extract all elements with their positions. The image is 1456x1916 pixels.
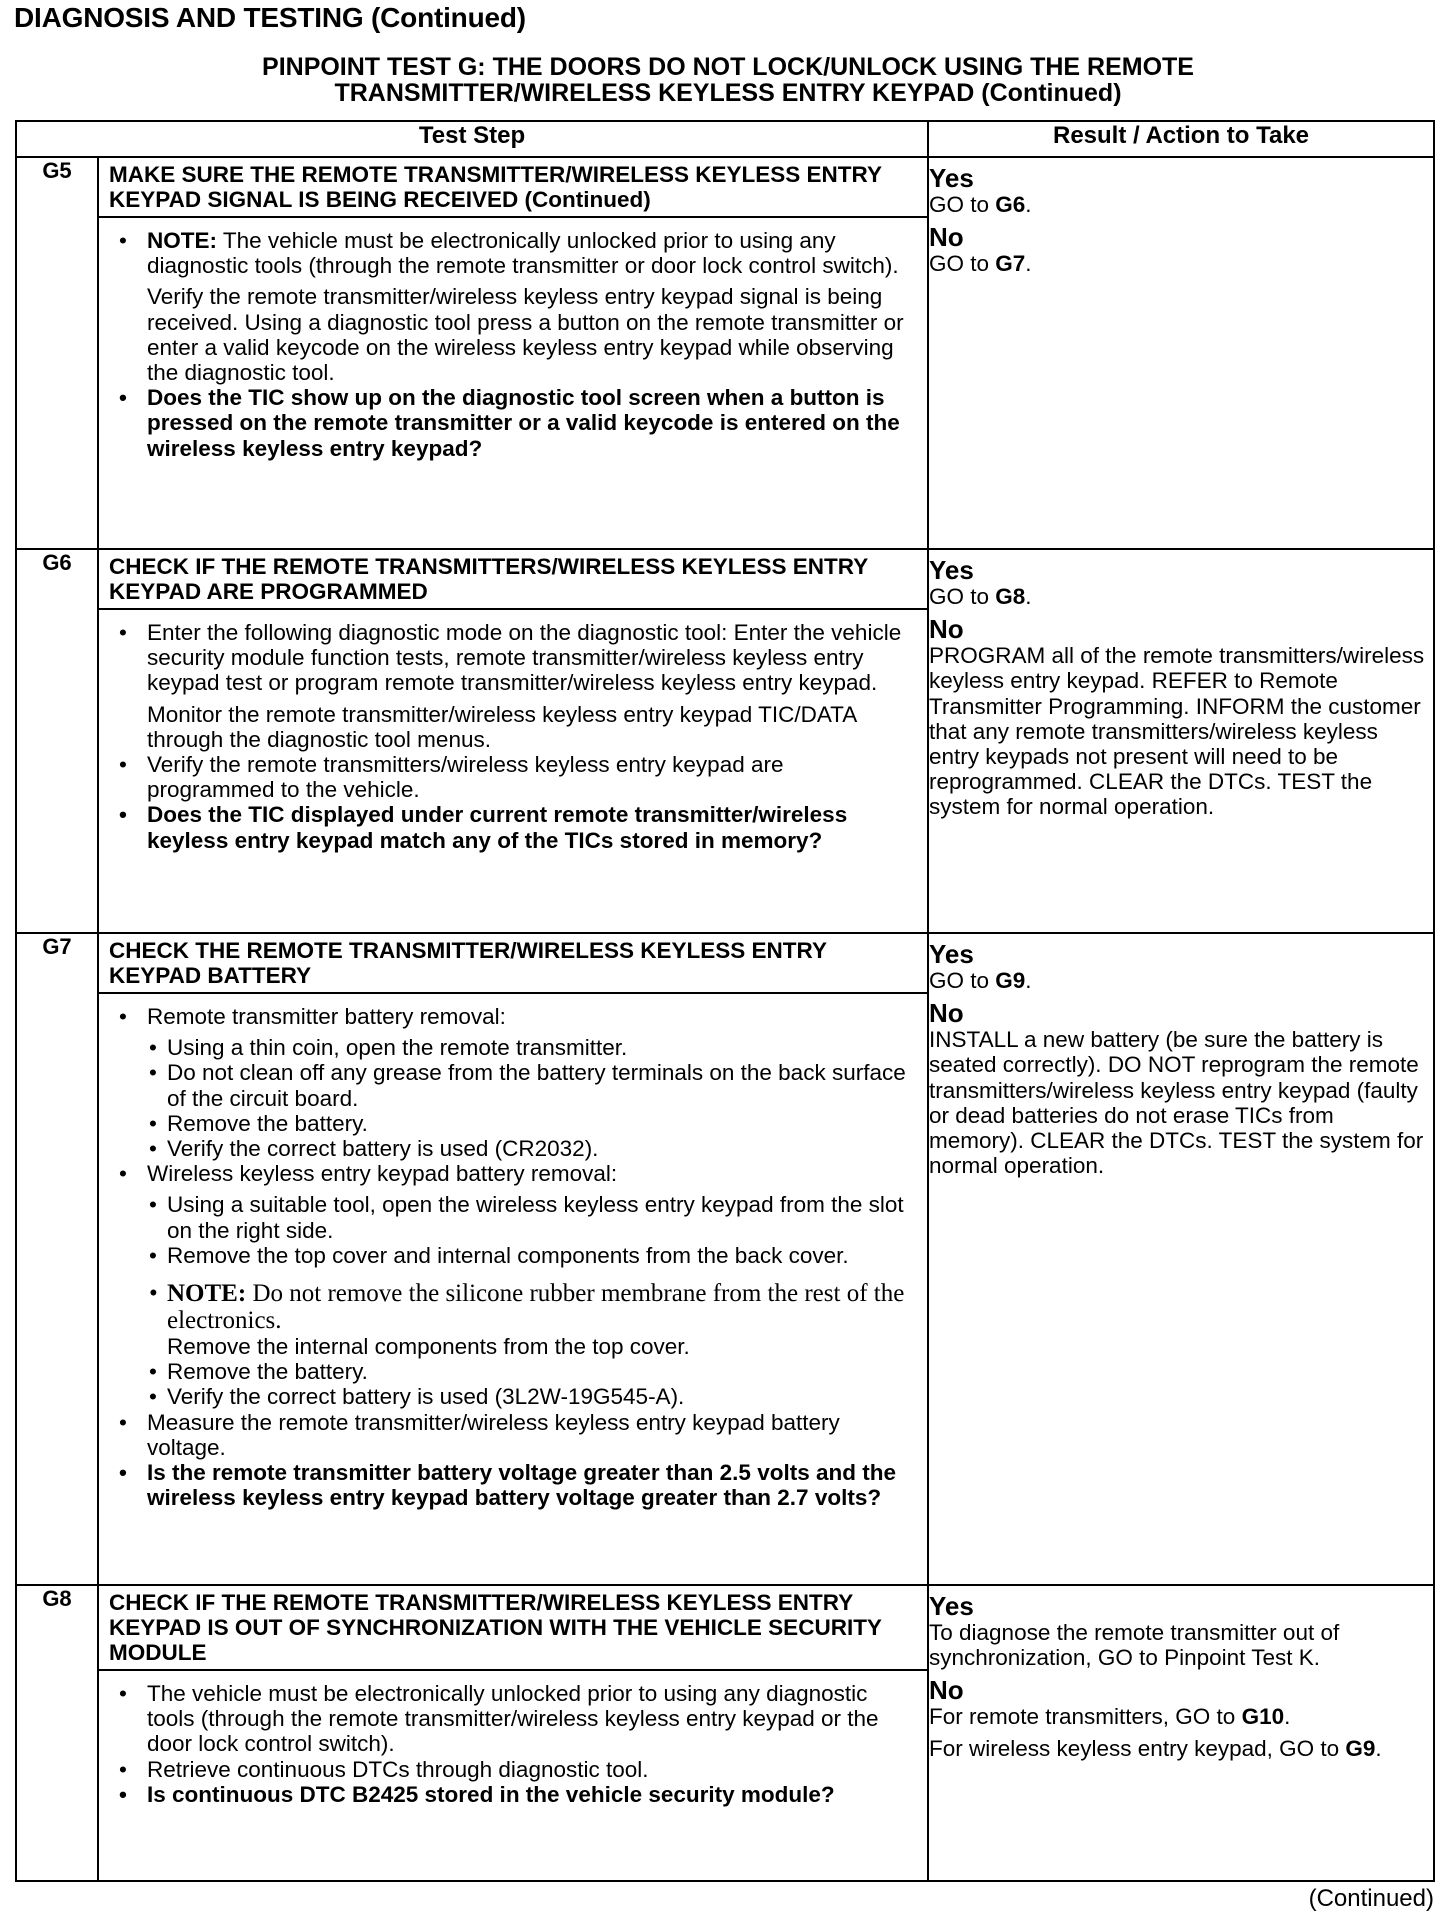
result-cell bbox=[928, 157, 1434, 549]
pinpoint-test-title bbox=[0, 54, 1456, 106]
step-question: • Does the TIC show up on the diagnostic tool screen when a button is pressed on the remote transmitter or a valid keycode is entered on the wireless keyless entry keypad? bbox=[109, 385, 917, 461]
sub-item: • Remove the battery. bbox=[109, 1111, 917, 1136]
note-item bbox=[109, 1280, 917, 1334]
result-cell bbox=[928, 1585, 1434, 1881]
note-item bbox=[109, 228, 917, 278]
step-heading: MAKE SURE THE REMOTE TRANSMITTER/WIRELESS KEYLESS ENTRY KEYPAD SIGNAL IS BEING RECEIVED (Continued) bbox=[99, 158, 927, 218]
yes-action: To diagnose the remote transmitter out of synchronization, GO to Pinpoint Test K. bbox=[929, 1620, 1340, 1671]
pinpoint-test-table bbox=[15, 120, 1435, 1882]
step-heading: CHECK IF THE REMOTE TRANSMITTER/WIRELESS KEYLESS ENTRY KEYPAD IS OUT OF SYNCHRONIZATION WITH THE VEHICLE SECURITY MODULE bbox=[99, 1586, 927, 1671]
continued-footer: (Continued) bbox=[1308, 1885, 1434, 1912]
step-row-g6 bbox=[16, 549, 1434, 933]
no-action: INSTALL a new battery (be sure the battery is seated correctly). DO NOT reprogram the remote transmitters/wireless keyless entry keypad (faulty or dead batteries do not erase TICs from memory). CLEAR the DTCs. TEST the system for normal operation. bbox=[929, 1027, 1424, 1179]
note-label: NOTE: bbox=[167, 1280, 247, 1308]
step-question: • Does the TIC displayed under current remote transmitter/wireless keyless entry keypad match any of the TICs stored in memory? bbox=[109, 802, 917, 852]
no-action-keypad: For wireless keyless entry keypad, GO to G9. bbox=[929, 1735, 1382, 1761]
step-text bbox=[99, 994, 927, 1514]
step-id: G7 bbox=[16, 933, 98, 1585]
yes-target-link[interactable]: G8 bbox=[995, 584, 1026, 609]
step-id: G5 bbox=[16, 157, 98, 549]
step-bullet: • Enter the following diagnostic mode on the diagnostic tool: Enter the vehicle security module function tests, remote transmitter/wireless keyless entry keypad test or program remote transmitter/wireless keyless entry keypad. bbox=[109, 620, 917, 696]
no-action: GO to G7. bbox=[929, 251, 1032, 277]
yes-label: Yes bbox=[929, 555, 974, 585]
step-bullet: • Remote transmitter battery removal: bbox=[109, 1004, 917, 1029]
step-row-g5 bbox=[16, 157, 1434, 549]
step-bullet: • Wireless keyless entry keypad battery removal: bbox=[109, 1161, 917, 1186]
no-label: No bbox=[929, 614, 964, 645]
sub-item: • Using a suitable tool, open the wireless keyless entry keypad from the slot on the right side. bbox=[109, 1192, 917, 1242]
yes-action: GO to G6. bbox=[929, 192, 1032, 217]
sub-item: • Verify the correct battery is used (CR2032). bbox=[109, 1136, 917, 1161]
step-paragraph: Verify the remote transmitter/wireless keyless entry keypad signal is being received. Using a diagnostic tool press a button on the remote transmitter or enter a valid keycode on the wireless keyless entry keypad while observing the diagnostic tool. bbox=[147, 284, 904, 386]
sub-item: • Verify the correct battery is used (3L2W-19G545-A). bbox=[109, 1384, 917, 1409]
test-title-line-2: TRANSMITTER/WIRELESS KEYLESS ENTRY KEYPAD (Continued) bbox=[334, 79, 1122, 107]
step-bullet: • Verify the remote transmitters/wireless keyless entry keypad are programmed to the vehicle. bbox=[109, 752, 917, 802]
step-body bbox=[98, 549, 928, 933]
sub-item: • Remove the battery. bbox=[109, 1359, 917, 1384]
step-body bbox=[98, 933, 928, 1585]
step-text bbox=[99, 218, 927, 465]
yes-label: Yes bbox=[929, 1591, 974, 1621]
table-header-row bbox=[16, 121, 1434, 157]
step-paragraph: Monitor the remote transmitter/wireless keyless entry keypad TIC/DATA through the diagnostic tool menus. bbox=[147, 701, 856, 752]
note-label: NOTE: bbox=[147, 228, 217, 253]
result-cell bbox=[928, 549, 1434, 933]
page-heading: DIAGNOSIS AND TESTING (Continued) bbox=[14, 2, 526, 33]
yes-action: GO to G8. bbox=[929, 584, 1032, 609]
step-row-g7 bbox=[16, 933, 1434, 1585]
yes-label: Yes bbox=[929, 163, 974, 193]
note-text: Do not remove the silicone rubber membrane from the rest of the electronics. bbox=[167, 1280, 905, 1335]
step-id: G6 bbox=[16, 549, 98, 933]
sub-item: • Using a thin coin, open the remote transmitter. bbox=[109, 1035, 917, 1060]
no-label: No bbox=[929, 998, 964, 1029]
no-action: PROGRAM all of the remote transmitters/wireless keyless entry keypad. REFER to Remote Transmitter Programming. INFORM the customer that any remote transmitters/wireless keyless entry keypads not present will need to be reprogrammed. CLEAR the DTCs. TEST the system for normal operation. bbox=[929, 643, 1425, 820]
test-title-line-1: PINPOINT TEST G: THE DOORS DO NOT LOCK/UNLOCK USING THE REMOTE bbox=[262, 53, 1194, 81]
step-text bbox=[99, 1671, 927, 1811]
step-body bbox=[98, 1585, 928, 1881]
no-action-transmitters: For remote transmitters, GO to G10. bbox=[929, 1704, 1291, 1730]
yes-target-link[interactable]: G6 bbox=[995, 192, 1026, 217]
no-target-link[interactable]: G9 bbox=[1345, 1735, 1376, 1761]
col-header-result: Result / Action to Take bbox=[928, 121, 1434, 157]
step-body bbox=[98, 157, 928, 549]
step-row-g8 bbox=[16, 1585, 1434, 1881]
yes-label: Yes bbox=[929, 939, 974, 969]
step-heading: CHECK THE REMOTE TRANSMITTER/WIRELESS KEYLESS ENTRY KEYPAD BATTERY bbox=[99, 934, 927, 994]
step-question: • Is continuous DTC B2425 stored in the vehicle security module? bbox=[109, 1782, 917, 1807]
note-continuation: Remove the internal components from the top cover. bbox=[167, 1334, 690, 1360]
step-bullet: • Measure the remote transmitter/wireless keyless entry keypad battery voltage. bbox=[109, 1410, 917, 1460]
col-header-test-step: Test Step bbox=[16, 121, 928, 157]
sub-item: • Remove the top cover and internal components from the back cover. bbox=[109, 1243, 917, 1268]
step-bullet: • Retrieve continuous DTCs through diagnostic tool. bbox=[109, 1757, 917, 1782]
step-question: • Is the remote transmitter battery voltage greater than 2.5 volts and the wireless keyless entry keypad battery voltage greater than 2.7 volts? bbox=[109, 1460, 917, 1510]
note-text: The vehicle must be electronically unlocked prior to using any diagnostic tools (through the remote transmitter or door lock control switch). bbox=[147, 228, 899, 279]
sub-item: • Do not clean off any grease from the battery terminals on the back surface of the circuit board. bbox=[109, 1060, 917, 1110]
no-label: No bbox=[929, 222, 964, 253]
yes-target-link[interactable]: G9 bbox=[995, 968, 1026, 993]
step-text bbox=[99, 610, 927, 857]
step-bullet: • The vehicle must be electronically unlocked prior to using any diagnostic tools (through the remote transmitter/wireless keyless entry keypad or the door lock control switch). bbox=[109, 1681, 917, 1757]
no-label: No bbox=[929, 1675, 964, 1706]
yes-action: GO to G9. bbox=[929, 968, 1032, 993]
result-cell bbox=[928, 933, 1434, 1585]
no-target-link[interactable]: G7 bbox=[995, 251, 1026, 277]
step-id: G8 bbox=[16, 1585, 98, 1881]
step-heading: CHECK IF THE REMOTE TRANSMITTERS/WIRELESS KEYLESS ENTRY KEYPAD ARE PROGRAMMED bbox=[99, 550, 927, 610]
no-target-link[interactable]: G10 bbox=[1241, 1704, 1285, 1730]
